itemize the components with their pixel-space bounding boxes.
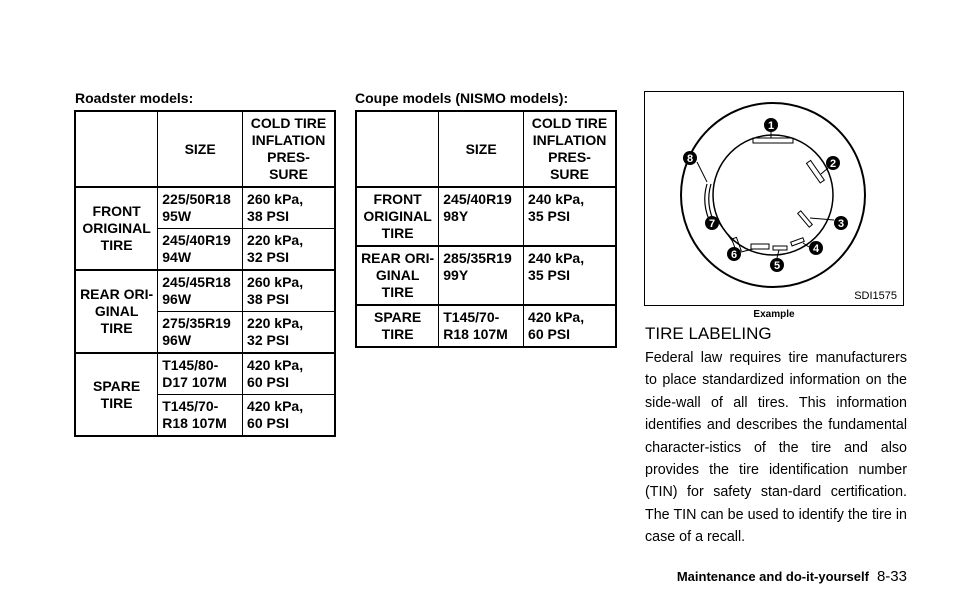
callout-5-label: 5	[773, 260, 781, 272]
tire-pressure-line: 420 kPa,	[528, 309, 585, 325]
tire-size-cell	[439, 187, 524, 246]
tire-size-cell	[158, 395, 243, 437]
tire-category-cell	[75, 187, 158, 270]
tire-pressure-line: 420 kPa,	[247, 398, 304, 414]
tire-category-cell	[75, 353, 158, 436]
tire-category-line: TIRE	[100, 394, 133, 411]
tire-category-line: TIRE	[100, 237, 133, 253]
label-mark-4	[791, 238, 805, 246]
table-row	[75, 353, 335, 395]
tire-category-line: REAR ORI-	[361, 250, 435, 266]
tire-size-line: R18 107M	[443, 326, 508, 342]
callout-4	[809, 241, 823, 255]
tire-pressure-line: 260 kPa,	[247, 274, 304, 290]
header-pressure-cell	[243, 111, 335, 187]
tire-pressure-line: 32 PSI	[247, 249, 290, 265]
tire-pressure-cell	[524, 246, 616, 305]
callout-3	[834, 216, 848, 230]
tire-size-line: T145/70-	[162, 398, 219, 414]
header-pressure-line: PRES-	[548, 149, 591, 165]
tire-sidewall-diagram	[645, 92, 902, 304]
tire-category-cell	[356, 305, 439, 347]
tire-category-cell	[356, 246, 439, 305]
tire-size-line: 245/40R19	[162, 232, 231, 248]
header-pressure-cell	[524, 111, 616, 187]
table-header-row	[356, 111, 616, 187]
callout-3-label: 3	[837, 218, 845, 230]
header-pressure-line: PRES-	[267, 149, 310, 165]
label-mark-5	[773, 246, 787, 250]
tire-size-line: D17 107M	[162, 374, 227, 390]
tire-pressure-cell	[243, 395, 335, 437]
roadster-heading: Roadster models:	[75, 90, 194, 106]
tire-size-line: 94W	[162, 249, 192, 265]
tire-pressure-line: 35 PSI	[528, 208, 571, 224]
table-row	[356, 246, 616, 305]
header-size-cell: SIZE	[439, 111, 524, 187]
label-mark-2	[806, 160, 824, 183]
tire-category-line: SPARE	[374, 309, 422, 325]
tire-size-line: 95W	[162, 208, 192, 224]
tire-pressure-line: 260 kPa,	[247, 191, 304, 207]
body-paragraph: Federal law requires tire manufacturers to place standardized information on the side-wall of all tires. This information identifies and describes the fundamental character-istics of the tire and also provides the tire identification number (TIN) for safety stan-dard certification. The TIN can be used to identify the tire in case of a recall.	[645, 350, 907, 546]
tire-pressure-cell	[524, 187, 616, 246]
section-title: TIRE LABELING	[645, 324, 772, 343]
header-pressure-line: COLD TIRE	[250, 115, 327, 131]
tire-size-line: T145/80-	[162, 357, 219, 373]
tire-category-line: REAR ORI-	[80, 286, 154, 302]
tire-size-cell	[158, 229, 243, 271]
tire-pressure-cell	[524, 305, 616, 347]
page-number: 8-33	[876, 568, 907, 585]
table-row	[356, 187, 616, 246]
page-footer	[677, 568, 907, 585]
tire-pressure-line: 38 PSI	[247, 291, 290, 307]
callout-2-label: 2	[829, 158, 837, 170]
tire-category-line: TIRE	[100, 320, 133, 336]
tire-size-line: 96W	[162, 291, 192, 307]
tire-pressure-line: 38 PSI	[247, 208, 290, 224]
tire-size-cell	[439, 305, 524, 347]
tire-size-line: 275/35R19	[162, 315, 231, 331]
tire-size-cell	[158, 353, 243, 395]
coupe-heading: Coupe models (NISMO models):	[355, 90, 569, 106]
tire-category-cell	[356, 187, 439, 246]
tire-pressure-line: 32 PSI	[247, 332, 290, 348]
tire-pressure-line: 60 PSI	[247, 374, 290, 390]
tire-sidewall-figure	[644, 91, 904, 306]
figure-code: SDI1575	[854, 290, 897, 302]
header-pressure-line: COLD TIRE	[531, 115, 608, 131]
callout-1	[764, 118, 778, 132]
roadster-tire-table	[74, 110, 336, 437]
header-blank-cell	[75, 111, 158, 187]
header-pressure-line: SURE	[550, 166, 589, 182]
header-blank-cell	[356, 111, 439, 187]
tire-pressure-cell	[243, 187, 335, 229]
tire-category-line: TIRE	[381, 284, 414, 300]
tire-category-line: ORIGINAL	[363, 208, 432, 224]
tire-pressure-cell	[243, 312, 335, 354]
tire-category-line: TIRE	[381, 225, 414, 241]
tire-category-line: SPARE	[93, 377, 141, 394]
tire-pressure-line: 60 PSI	[247, 415, 290, 431]
callout-8-label: 8	[686, 153, 694, 165]
label-mark-6	[751, 244, 769, 249]
header-pressure-line: SURE	[269, 166, 308, 182]
tire-pressure-cell	[243, 270, 335, 312]
tire-pressure-line: 220 kPa,	[247, 315, 304, 331]
tire-size-cell	[158, 187, 243, 229]
callout-6-label: 6	[730, 249, 738, 261]
callout-2	[826, 156, 840, 170]
tire-size-line: T145/70-	[443, 309, 500, 325]
figure-caption: Example	[753, 309, 795, 320]
tire-size-cell	[439, 246, 524, 305]
tire-category-cell	[75, 270, 158, 353]
tire-size-line: 245/45R18	[162, 274, 231, 290]
tire-category-line: GINAL	[94, 303, 139, 319]
tire-pressure-line: 60 PSI	[528, 326, 571, 342]
tire-category-line: TIRE	[381, 326, 414, 342]
tire-size-line: 96W	[162, 332, 192, 348]
callout-1-label: 1	[767, 120, 775, 132]
tire-pressure-line: 35 PSI	[528, 267, 571, 283]
tire-size-line: 245/40R19	[443, 191, 512, 207]
tire-category-line: FRONT	[92, 203, 141, 219]
tire-pressure-line: 240 kPa,	[528, 191, 585, 207]
table-row	[75, 270, 335, 312]
tire-size-line: 99Y	[443, 267, 469, 283]
table-header-row	[75, 111, 335, 187]
tire-size-line: 98Y	[443, 208, 469, 224]
table-row	[75, 187, 335, 229]
table-row	[356, 305, 616, 347]
callout-7	[705, 216, 719, 230]
tire-size-cell	[158, 312, 243, 354]
callout-8	[683, 151, 697, 165]
tire-size-line: 225/50R18	[162, 191, 231, 207]
coupe-tire-table	[355, 110, 617, 348]
tire-pressure-cell	[243, 229, 335, 271]
tire-size-cell	[158, 270, 243, 312]
header-pressure-line: INFLATION	[532, 132, 607, 148]
tire-pressure-line: 240 kPa,	[528, 250, 585, 266]
tire-category-line: FRONT	[373, 191, 422, 207]
callout-4-label: 4	[812, 243, 820, 255]
tire-pressure-line: 220 kPa,	[247, 232, 304, 248]
tire-size-line: R18 107M	[162, 415, 227, 431]
tire-pressure-cell	[243, 353, 335, 395]
tire-pressure-line: 420 kPa,	[247, 357, 304, 373]
tire-category-line: ORIGINAL	[82, 220, 151, 236]
header-size-cell: SIZE	[158, 111, 243, 187]
label-mark-3	[798, 211, 813, 227]
callout-6	[727, 247, 741, 261]
callout-7-label: 7	[708, 218, 716, 230]
tire-size-line: 285/35R19	[443, 250, 512, 266]
header-pressure-line: INFLATION	[251, 132, 326, 148]
tire-category-line: GINAL	[375, 267, 420, 283]
callout-5	[770, 258, 784, 272]
footer-section-name: Maintenance and do-it-yourself	[676, 569, 869, 584]
label-mark-1	[753, 138, 793, 143]
wheel-rim-edge	[713, 135, 833, 255]
